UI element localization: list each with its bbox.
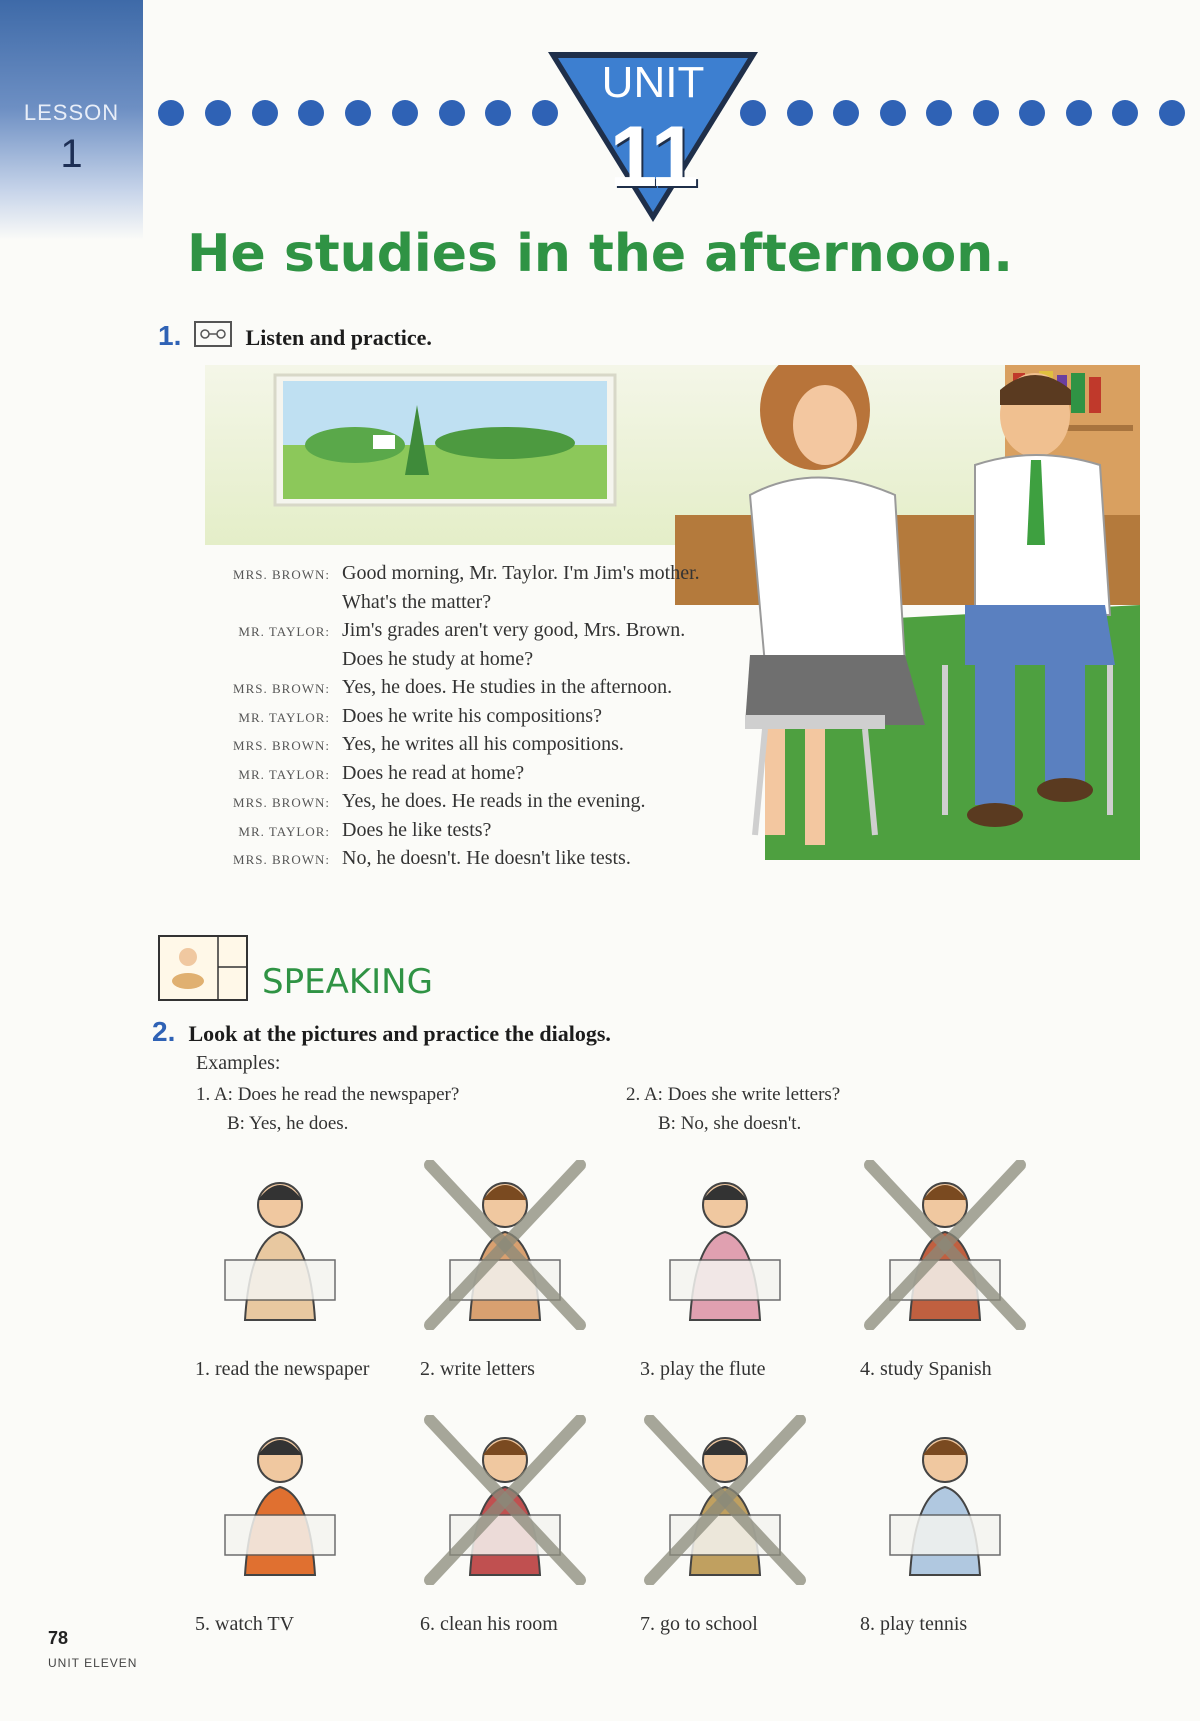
dialog-speaker [180, 591, 342, 614]
dialog-text: Good morning, Mr. Taylor. I'm Jim's mother. [342, 562, 700, 584]
dialog-text: Yes, he does. He reads in the evening. [342, 790, 646, 812]
speaking-icon [158, 935, 248, 1001]
dialog-line [180, 591, 491, 614]
picture-caption: 2. write letters [420, 1358, 535, 1380]
dialog-text: Does he write his compositions? [342, 704, 602, 727]
dialog-speaker: MR. TAYLOR: [238, 823, 330, 839]
picture-caption: 1. read the newspaper [195, 1358, 370, 1380]
dialog-speaker [180, 648, 342, 671]
example-2-a: 2. A: Does she write letters? [626, 1084, 841, 1105]
exercise-number: 1. [158, 320, 182, 351]
dialog-speaker: MR. TAYLOR: [238, 766, 330, 782]
example-1-a: 1. A: Does he read the newspaper? [196, 1084, 460, 1105]
dialog-speaker: MRS. BROWN: [233, 738, 330, 753]
dialog-line [180, 819, 491, 842]
activity-picture [420, 1160, 590, 1330]
dialog-line [180, 705, 602, 728]
footer-unit-label: UNIT ELEVEN [48, 1656, 138, 1670]
page-number: 78 [48, 1628, 69, 1648]
dialog-line [180, 648, 533, 671]
example-1-b: B: Yes, he does. [227, 1113, 349, 1134]
page-title: He studies in the afternoon. [186, 224, 1013, 284]
exercise-1-header [158, 320, 432, 352]
example-2-b: B: No, she doesn't. [658, 1113, 802, 1134]
picture-caption: 3. play the flute [640, 1358, 766, 1380]
unit-number: 11 [609, 109, 697, 205]
lesson-label: LESSON [23, 100, 120, 125]
exercise-2-header [152, 1016, 611, 1048]
dialog-text: Does he read at home? [342, 761, 525, 784]
dialog-text: What's the matter? [342, 590, 492, 613]
activity-picture [420, 1415, 590, 1585]
picture-caption: 6. clean his room [420, 1613, 558, 1635]
dialog-line [180, 562, 700, 585]
dialog-speaker: MR. TAYLOR: [238, 624, 330, 639]
speaking-heading: SPEAKING [262, 962, 433, 1002]
lesson-number: 1 [60, 132, 83, 176]
activity-picture [860, 1415, 1030, 1585]
dialog-text: No, he doesn't. He doesn't like tests. [342, 847, 631, 869]
examples-label: Examples: [196, 1052, 281, 1074]
exercise-instruction: Listen and practice. [245, 325, 432, 350]
dialog-line [180, 676, 672, 699]
dialog-speaker: MRS. BROWN: [233, 567, 330, 582]
dialog-text: Does he study at home? [342, 647, 534, 670]
activity-picture [195, 1415, 365, 1585]
picture-caption: 7. go to school [640, 1613, 758, 1635]
exercise-number: 2. [152, 1016, 176, 1047]
dot-row-left [158, 98, 558, 128]
dialog-text: Jim's grades aren't very good, Mrs. Brown. [342, 619, 686, 641]
picture-caption: 8. play tennis [860, 1613, 968, 1635]
unit-label: UNIT [601, 58, 705, 107]
dialog-speaker: MR. TAYLOR: [238, 709, 330, 725]
activity-picture [860, 1160, 1030, 1330]
dot-row-right [740, 98, 1185, 128]
dialog-speaker: MRS. BROWN: [233, 681, 330, 696]
dialog-text: Yes, he does. He studies in the afternoon. [342, 676, 673, 698]
cassette-icon [194, 321, 232, 347]
activity-picture [195, 1160, 365, 1330]
dialog-text: Yes, he writes all his compositions. [342, 733, 624, 755]
dialog-line [180, 762, 524, 785]
exercise-instruction: Look at the pictures and practice the dialogs. [188, 1021, 611, 1046]
dialog-line [180, 733, 624, 756]
dialog-line [180, 847, 631, 870]
picture-caption: 4. study Spanish [860, 1358, 992, 1380]
picture-caption: 5. watch TV [195, 1613, 295, 1635]
dialog-line [180, 619, 685, 642]
dialog-line [180, 790, 645, 813]
dialog-speaker: MRS. BROWN: [233, 795, 330, 810]
activity-picture [640, 1415, 810, 1585]
dialog-text: Does he like tests? [342, 818, 492, 841]
dialog-speaker: MRS. BROWN: [233, 852, 330, 867]
activity-picture [640, 1160, 810, 1330]
